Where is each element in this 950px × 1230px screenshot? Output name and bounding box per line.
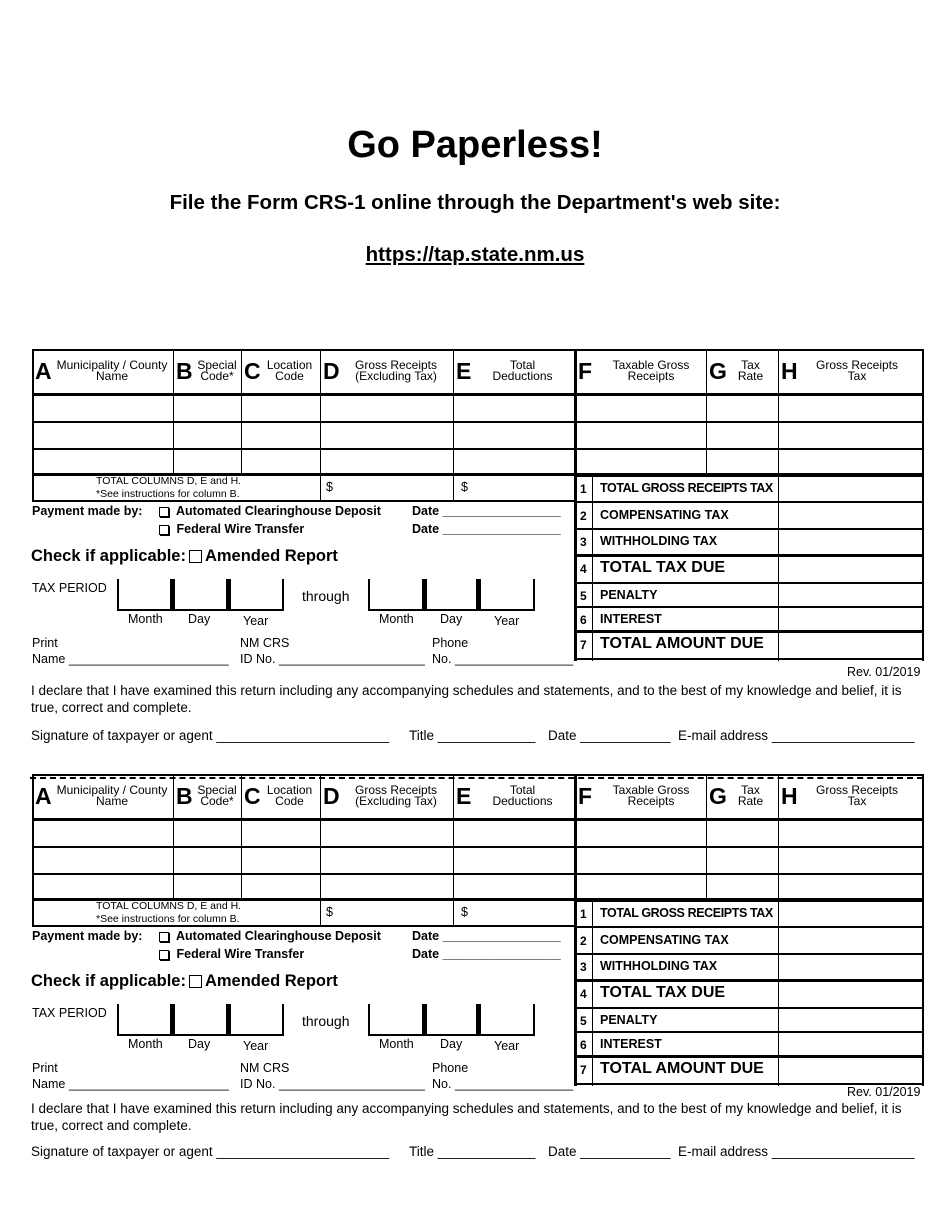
column-label-line-1: Gross Receipts	[815, 783, 899, 797]
summary-line-4-amount[interactable]	[781, 982, 921, 1004]
total-d-field[interactable]: $	[326, 480, 333, 494]
column-letter: H	[781, 783, 798, 809]
row-1-col-h-cell[interactable]	[780, 396, 922, 421]
amended-label: Amended Report	[204, 547, 338, 565]
summary-line-7-number: 7	[580, 638, 587, 652]
column-letter: A	[35, 783, 52, 809]
column-letter: A	[35, 358, 52, 384]
column-label-line-1: Total	[509, 358, 536, 372]
summary-line-5-amount[interactable]	[781, 584, 921, 606]
title-field[interactable]: Title _____________	[409, 1144, 536, 1159]
summary-line-6-amount[interactable]	[781, 1033, 921, 1055]
summary-line-7-label: TOTAL AMOUNT DUE	[600, 1060, 764, 1077]
ach-checkbox[interactable]	[159, 507, 169, 517]
summary-line-3-amount[interactable]	[781, 530, 921, 552]
summary-line-1-amount[interactable]	[781, 477, 921, 499]
column-letter: D	[323, 358, 340, 384]
column-label-line-2: Code	[275, 794, 304, 808]
summary-line-4-number: 4	[580, 987, 587, 1001]
column-label-line-1: Special	[197, 783, 237, 797]
tax-period-label: TAX PERIOD	[32, 1006, 107, 1020]
declaration-text: I declare that I have examined this return including any accompanying schedules and statements, and to the best of my knowledge and belief, it is true, correct and complete.	[31, 683, 902, 715]
ach-checkbox[interactable]	[159, 932, 169, 942]
month-label: Month	[128, 612, 163, 626]
crs1-form-copy-1	[0, 344, 950, 764]
column-label	[52, 785, 172, 807]
day-label: Day	[188, 1037, 211, 1051]
month-label: Month	[128, 1037, 163, 1051]
month-label: Month	[379, 1037, 414, 1051]
summary-value-divider	[778, 900, 779, 1086]
period-input-6[interactable]	[481, 1005, 533, 1033]
revision-date: Rev. 01/2019	[847, 665, 921, 679]
row-1-col-d-cell[interactable]	[322, 396, 451, 421]
row-3-col-a-cell[interactable]	[34, 450, 171, 473]
column-b-note: *See instructions for column B.	[96, 913, 240, 925]
column-b-note: *See instructions for column B.	[96, 488, 240, 500]
summary-line-7-amount[interactable]	[781, 633, 921, 655]
day-label: Day	[440, 612, 463, 626]
row-1-col-f-cell[interactable]	[577, 396, 704, 421]
column-label	[192, 785, 242, 807]
column-divider	[320, 900, 321, 926]
row-1-col-h-cell[interactable]	[780, 821, 922, 846]
column-divider	[453, 900, 454, 926]
row-3-col-g-cell[interactable]	[708, 875, 776, 898]
summary-line-7-amount[interactable]	[781, 1058, 921, 1080]
summary-line-7-number: 7	[580, 1063, 587, 1077]
column-divider	[453, 475, 454, 501]
summary-row-divider	[575, 501, 924, 503]
column-label-line-1: Location	[266, 783, 313, 797]
nmcrs-label: NM CRS	[240, 1061, 290, 1075]
row-2-col-c-cell[interactable]	[243, 848, 318, 873]
summary-line-4-label: TOTAL TAX DUE	[600, 984, 726, 1001]
amended-report-option[interactable]	[31, 547, 338, 566]
column-letter: G	[709, 358, 727, 384]
date-field[interactable]: Date ____________	[548, 1144, 671, 1159]
row-2-col-d-cell[interactable]	[322, 848, 451, 873]
ach-label: Automated Clearinghouse Deposit	[176, 929, 381, 943]
table-right-border	[922, 349, 924, 661]
column-header-e	[454, 775, 575, 815]
period-box-rule	[533, 579, 535, 611]
period-box-rule	[117, 1034, 284, 1036]
row-2-col-a-cell[interactable]	[34, 423, 171, 448]
row-3-col-g-cell[interactable]	[708, 450, 776, 473]
column-header-f	[576, 350, 706, 390]
column-label-line-1: Gross Receipts	[354, 783, 438, 797]
summary-value-divider	[778, 475, 779, 661]
row-1-col-f-cell[interactable]	[577, 821, 704, 846]
amended-report-option[interactable]	[31, 972, 338, 991]
summary-line-5-label: PENALTY	[600, 588, 658, 602]
period-input-1[interactable]	[119, 580, 170, 608]
row-3-col-f-cell[interactable]	[577, 450, 704, 473]
wire-checkbox[interactable]	[159, 950, 169, 960]
column-label-line-1: Municipality / County	[56, 358, 168, 372]
column-header-d	[321, 350, 453, 390]
period-input-2[interactable]	[175, 580, 226, 608]
column-label-line-2: Name	[95, 794, 128, 808]
summary-line-3-number: 3	[580, 535, 587, 549]
column-label	[596, 360, 706, 382]
column-header-c	[242, 775, 320, 815]
column-letter: G	[709, 783, 727, 809]
through-label: through	[302, 1013, 350, 1029]
row-3-col-c-cell[interactable]	[243, 450, 318, 473]
column-header-h	[779, 350, 924, 390]
summary-line-5-amount[interactable]	[781, 1009, 921, 1031]
row-1-col-g-cell[interactable]	[708, 396, 776, 421]
column-label-line-1: Special	[197, 358, 237, 372]
phone-label: Phone	[432, 1061, 469, 1075]
total-e-field[interactable]: $	[461, 480, 468, 494]
row-1-col-g-cell[interactable]	[708, 821, 776, 846]
column-label-line-1: Gross Receipts	[354, 358, 438, 372]
column-letter: E	[456, 783, 472, 809]
column-header-c	[242, 350, 320, 390]
totals-bottom-border	[32, 500, 575, 502]
period-box-rule	[282, 1004, 284, 1036]
table-right-border	[922, 774, 924, 1086]
row-3-col-h-cell[interactable]	[780, 875, 922, 898]
total-d-field[interactable]: $	[326, 905, 333, 919]
summary-line-2-label: COMPENSATING TAX	[600, 933, 729, 947]
period-input-3[interactable]	[231, 580, 282, 608]
totals-label: TOTAL COLUMNS D, E and H.	[96, 475, 242, 487]
phone-number-field[interactable]: No. _________________	[432, 652, 574, 666]
crs1-form-copy-2	[0, 769, 950, 1189]
wire-label: Federal Wire Transfer	[176, 522, 305, 536]
summary-num-divider	[592, 900, 593, 1086]
period-box-rule	[368, 609, 535, 611]
column-header-b	[174, 350, 241, 390]
totals-left-border	[32, 900, 34, 926]
row-2-col-h-cell[interactable]	[780, 423, 922, 448]
row-2-col-g-cell[interactable]	[708, 423, 776, 448]
summary-line-4-label: TOTAL TAX DUE	[600, 559, 726, 576]
period-input-1[interactable]	[119, 1005, 170, 1033]
totals-bottom-border	[32, 925, 575, 927]
column-header-h	[779, 775, 924, 815]
period-box-rule	[368, 1034, 535, 1036]
column-letter: C	[244, 358, 261, 384]
column-label-line-2: Deductions	[492, 794, 553, 808]
wire-date-field[interactable]: Date _________________	[412, 947, 561, 961]
summary-row-divider	[575, 926, 924, 928]
column-letter: H	[781, 358, 798, 384]
wire-option[interactable]	[159, 947, 304, 961]
row-2-col-e-cell[interactable]	[455, 423, 573, 448]
summary-line-3-number: 3	[580, 960, 587, 974]
row-1-col-d-cell[interactable]	[322, 821, 451, 846]
declaration-text: I declare that I have examined this return including any accompanying schedules and statements, and to the best of my knowledge and belief, it is true, correct and complete.	[31, 1101, 902, 1133]
ach-label: Automated Clearinghouse Deposit	[176, 504, 381, 518]
row-2-col-c-cell[interactable]	[243, 423, 318, 448]
amended-label: Amended Report	[204, 972, 338, 990]
column-letter: F	[578, 783, 593, 809]
row-2-col-g-cell[interactable]	[708, 848, 776, 873]
summary-line-7-label: TOTAL AMOUNT DUE	[600, 635, 764, 652]
column-label-line-2: Rate	[737, 369, 764, 383]
column-header-b	[174, 775, 241, 815]
column-label-line-1: Location	[266, 358, 313, 372]
column-label-line-2: Deductions	[492, 369, 553, 383]
column-header-a	[33, 775, 173, 815]
column-label	[596, 785, 706, 807]
row-1-col-c-cell[interactable]	[243, 821, 318, 846]
period-input-5[interactable]	[427, 580, 476, 608]
summary-line-6-number: 6	[580, 613, 587, 627]
summary-line-5-label: PENALTY	[600, 1013, 658, 1027]
row-3-col-e-cell[interactable]	[455, 875, 573, 898]
row-2-col-f-cell[interactable]	[577, 848, 704, 873]
column-label	[262, 360, 317, 382]
check-label: Check if applicable:	[31, 972, 186, 990]
row-2-col-f-cell[interactable]	[577, 423, 704, 448]
column-letter: F	[578, 358, 593, 384]
summary-line-4-amount[interactable]	[781, 557, 921, 579]
row-2-col-b-cell[interactable]	[175, 848, 239, 873]
period-input-4[interactable]	[370, 580, 422, 608]
day-label: Day	[440, 1037, 463, 1051]
row-1-col-e-cell[interactable]	[455, 821, 573, 846]
summary-line-2-label: COMPENSATING TAX	[600, 508, 729, 522]
row-3-col-e-cell[interactable]	[455, 450, 573, 473]
column-label-line-1: Tax	[741, 783, 760, 797]
column-header-f	[576, 775, 706, 815]
column-header-g	[707, 350, 778, 390]
signature-field[interactable]: Signature of taxpayer or agent _______________________	[31, 728, 390, 743]
summary-line-1-label: TOTAL GROSS RECEIPTS TAX	[600, 906, 773, 920]
year-label: Year	[243, 614, 269, 628]
totals-left-border	[32, 475, 34, 501]
total-e-field[interactable]: $	[461, 905, 468, 919]
column-label	[470, 785, 575, 807]
column-label	[336, 360, 456, 382]
row-2-col-b-cell[interactable]	[175, 423, 239, 448]
row-2-col-h-cell[interactable]	[780, 848, 922, 873]
wire-label: Federal Wire Transfer	[176, 947, 305, 961]
summary-num-divider	[592, 475, 593, 661]
row-1-col-b-cell[interactable]	[175, 821, 239, 846]
row-1-col-c-cell[interactable]	[243, 396, 318, 421]
name-field[interactable]: Name _______________________	[32, 1077, 229, 1091]
summary-line-2-number: 2	[580, 934, 587, 948]
column-label-line-2: Receipts	[627, 794, 675, 808]
column-label-line-2: Tax	[847, 369, 867, 383]
column-label-line-1: Gross Receipts	[815, 358, 899, 372]
day-label: Day	[188, 612, 211, 626]
column-label-line-2: Name	[95, 369, 128, 383]
period-input-6[interactable]	[481, 580, 533, 608]
summary-line-3-amount[interactable]	[781, 955, 921, 977]
column-label	[192, 360, 242, 382]
row-1-col-a-cell[interactable]	[34, 821, 171, 846]
period-input-3[interactable]	[231, 1005, 282, 1033]
column-label	[470, 360, 575, 382]
period-input-5[interactable]	[427, 1005, 476, 1033]
check-label: Check if applicable:	[31, 547, 186, 565]
summary-line-3-label: WITHHOLDING TAX	[600, 959, 718, 973]
column-label-line-1: Municipality / County	[56, 783, 168, 797]
summary-line-1-amount[interactable]	[781, 902, 921, 924]
summary-line-2-amount[interactable]	[781, 504, 921, 526]
summary-line-6-number: 6	[580, 1038, 587, 1052]
through-label: through	[302, 588, 350, 604]
amended-checkbox[interactable]	[189, 550, 202, 563]
column-label-line-2: Code*	[200, 369, 234, 383]
print-label: Print	[32, 636, 58, 650]
page-subtitle: File the Form CRS-1 online through the Department's web site:	[169, 191, 781, 214]
column-divider	[320, 475, 321, 501]
summary-line-6-label: INTEREST	[600, 1037, 662, 1051]
row-3-col-d-cell[interactable]	[322, 450, 451, 473]
wire-date-field[interactable]: Date _________________	[412, 522, 561, 536]
print-label: Print	[32, 1061, 58, 1075]
name-field[interactable]: Name _______________________	[32, 652, 229, 666]
column-label	[262, 785, 317, 807]
column-label	[728, 785, 773, 807]
email-field[interactable]: E-mail address ___________________	[678, 728, 915, 743]
ach-option[interactable]	[159, 504, 381, 518]
column-label-line-1: Tax	[741, 358, 760, 372]
column-letter: C	[244, 783, 261, 809]
column-letter: B	[176, 358, 193, 384]
year-label: Year	[243, 1039, 269, 1053]
column-label-line-1: Taxable Gross	[612, 358, 690, 372]
column-letter: E	[456, 358, 472, 384]
row-2-col-e-cell[interactable]	[455, 848, 573, 873]
column-label	[52, 360, 172, 382]
column-label-line-2: Code	[275, 369, 304, 383]
summary-line-2-number: 2	[580, 509, 587, 523]
summary-line-1-number: 1	[580, 482, 587, 496]
year-label: Year	[494, 614, 520, 628]
ach-date-field[interactable]: Date _________________	[412, 929, 561, 943]
column-header-d	[321, 775, 453, 815]
row-3-col-f-cell[interactable]	[577, 875, 704, 898]
phone-number-field[interactable]: No. _________________	[432, 1077, 574, 1091]
payment-label: Payment made by:	[32, 504, 143, 518]
row-1-col-b-cell[interactable]	[175, 396, 239, 421]
row-2-col-d-cell[interactable]	[322, 423, 451, 448]
totals-label: TOTAL COLUMNS D, E and H.	[96, 900, 242, 912]
summary-line-6-label: INTEREST	[600, 612, 662, 626]
website-link[interactable]: https://tap.state.nm.us	[365, 243, 585, 266]
column-label-line-2: Receipts	[627, 369, 675, 383]
column-label	[728, 360, 773, 382]
row-1-col-a-cell[interactable]	[34, 396, 171, 421]
summary-line-6-amount[interactable]	[781, 608, 921, 630]
summary-line-4-number: 4	[580, 562, 587, 576]
amended-checkbox[interactable]	[189, 975, 202, 988]
revision-date: Rev. 01/2019	[847, 1085, 921, 1099]
period-input-2[interactable]	[175, 1005, 226, 1033]
column-header-a	[33, 350, 173, 390]
summary-line-3-label: WITHHOLDING TAX	[600, 534, 718, 548]
ach-date-field[interactable]: Date _________________	[412, 504, 561, 518]
column-label-line-1: Total	[509, 783, 536, 797]
summary-line-1-label: TOTAL GROSS RECEIPTS TAX	[600, 481, 773, 495]
row-3-col-c-cell[interactable]	[243, 875, 318, 898]
title-field[interactable]: Title _____________	[409, 728, 536, 743]
page-title: Go Paperless!	[347, 124, 603, 166]
column-label-line-2: (Excluding Tax)	[355, 369, 437, 383]
id-number-field[interactable]: ID No. _____________________	[240, 1077, 425, 1091]
payment-label: Payment made by:	[32, 929, 143, 943]
row-2-col-a-cell[interactable]	[34, 848, 171, 873]
row-1-col-e-cell[interactable]	[455, 396, 573, 421]
column-label	[798, 360, 916, 382]
column-label-line-1: Taxable Gross	[612, 783, 690, 797]
tax-period-label: TAX PERIOD	[32, 581, 107, 595]
period-input-4[interactable]	[370, 1005, 422, 1033]
column-header-e	[454, 350, 575, 390]
row-3-col-h-cell[interactable]	[780, 450, 922, 473]
period-box-rule	[117, 609, 284, 611]
year-label: Year	[494, 1039, 520, 1053]
column-letter: B	[176, 783, 193, 809]
column-label	[336, 785, 456, 807]
wire-checkbox[interactable]	[159, 525, 169, 535]
summary-line-2-amount[interactable]	[781, 929, 921, 951]
wire-option[interactable]	[159, 522, 304, 536]
row-3-col-a-cell[interactable]	[34, 875, 171, 898]
ach-option[interactable]	[159, 929, 381, 943]
column-label-line-2: Tax	[847, 794, 867, 808]
column-label-line-2: Rate	[737, 794, 764, 808]
period-box-rule	[533, 1004, 535, 1036]
summary-line-5-number: 5	[580, 589, 587, 603]
row-3-col-d-cell[interactable]	[322, 875, 451, 898]
column-label-line-2: (Excluding Tax)	[355, 794, 437, 808]
nmcrs-label: NM CRS	[240, 636, 290, 650]
summary-line-1-number: 1	[580, 907, 587, 921]
summary-line-5-number: 5	[580, 1014, 587, 1028]
column-header-g	[707, 775, 778, 815]
column-letter: D	[323, 783, 340, 809]
summary-row-divider	[575, 658, 924, 660]
phone-label: Phone	[432, 636, 469, 650]
email-field[interactable]: E-mail address ___________________	[678, 1144, 915, 1159]
period-box-rule	[282, 579, 284, 611]
id-number-field[interactable]: ID No. _____________________	[240, 652, 425, 666]
month-label: Month	[379, 612, 414, 626]
row-3-col-b-cell[interactable]	[175, 875, 239, 898]
date-field[interactable]: Date ____________	[548, 728, 671, 743]
column-label-line-2: Code*	[200, 794, 234, 808]
row-3-col-b-cell[interactable]	[175, 450, 239, 473]
signature-field[interactable]: Signature of taxpayer or agent _______________________	[31, 1144, 390, 1159]
column-label	[798, 785, 916, 807]
